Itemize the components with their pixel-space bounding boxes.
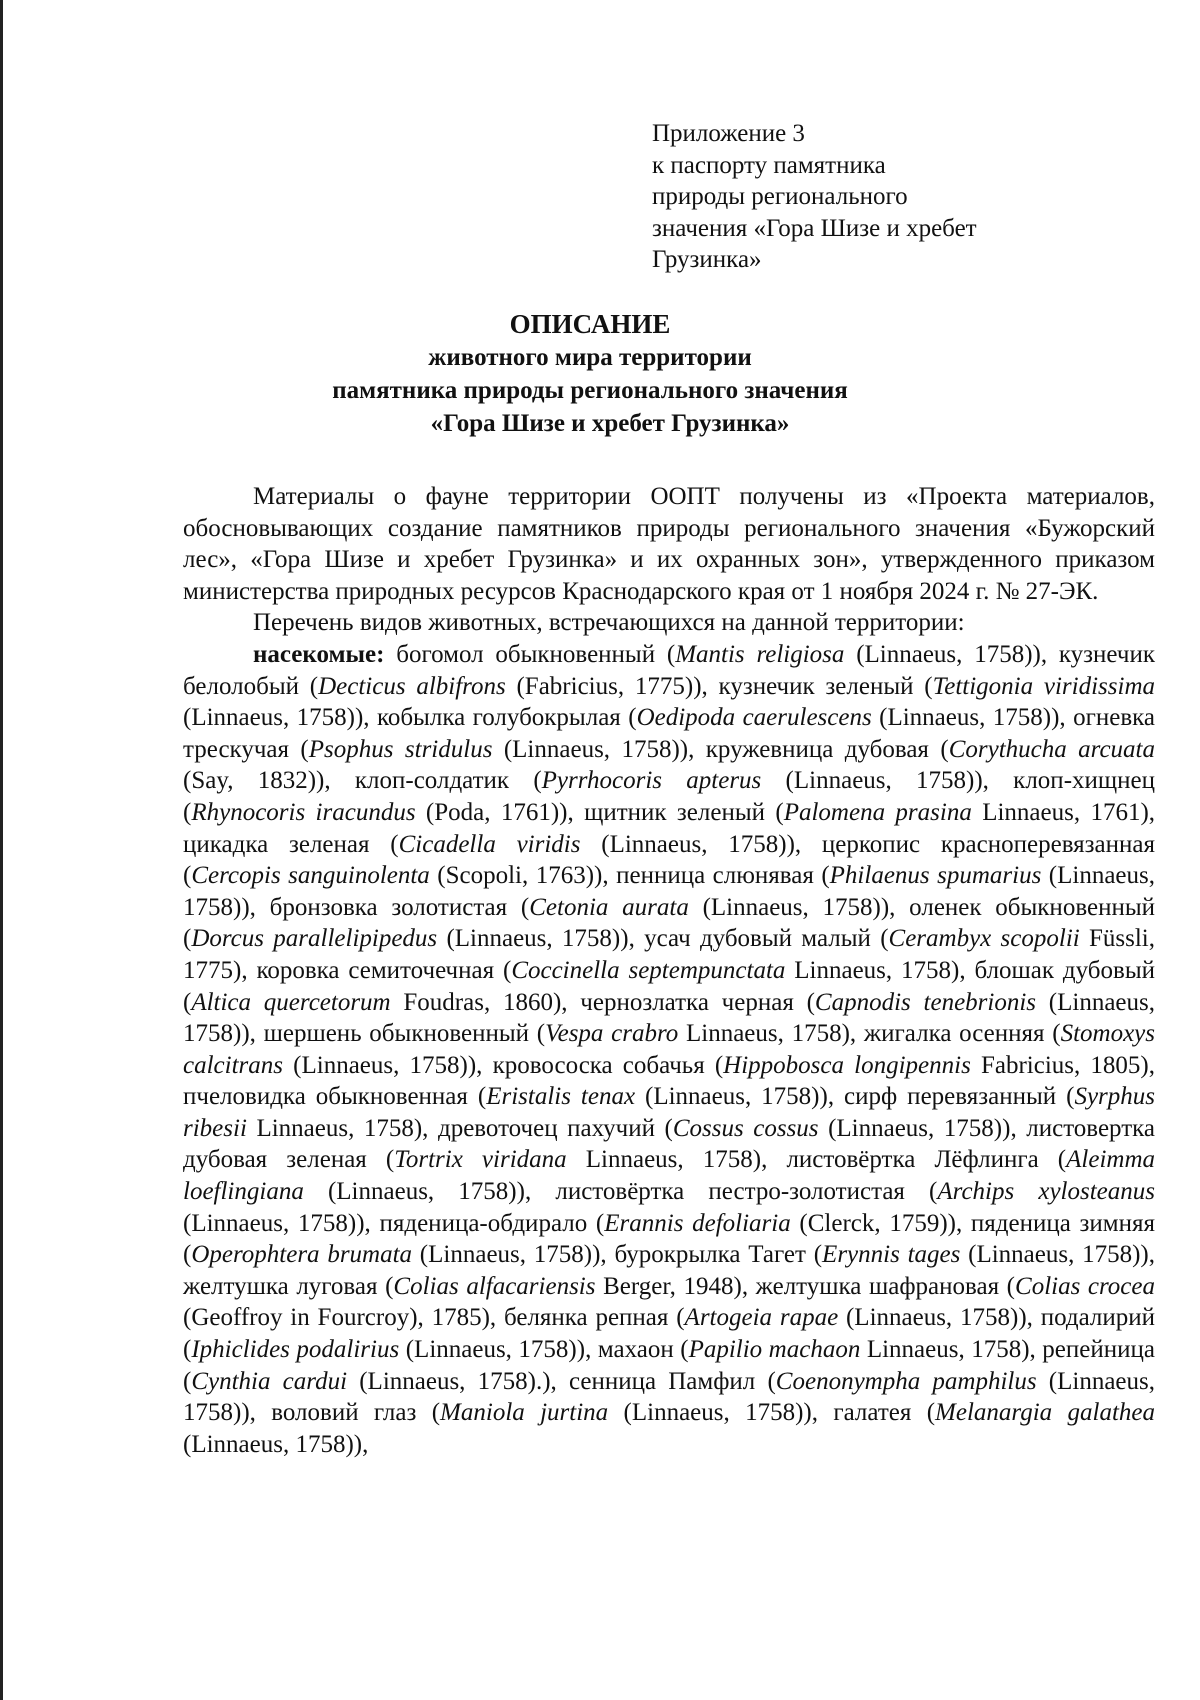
species-latin-name: Operophtera brumata (191, 1241, 413, 1269)
species-latin-name: Psophus stridulus (308, 735, 493, 763)
species-latin-name: Coccinella septempunctata (511, 956, 786, 984)
annex-line: Грузинка» (652, 246, 762, 273)
species-text: Linnaeus, 1758), блошак дубовый ( (183, 956, 1156, 1016)
insects-paragraph (183, 639, 1155, 1460)
species-text: (Linnaeus, 1758)), подалирий ( (183, 1304, 1155, 1364)
source-paragraph: Материалы о фауне территории ООПТ получены из «Проекта материалов, обосновывающих создание памятников природы регионального значения «Бужорский лес», «Гора Шизе и хребет Грузинка» и их охранных зон», утвержденного приказом министерства природных ресурсов Краснодарского края от 1 ноября 2024 г. № 27-ЭК. (183, 483, 1155, 605)
species-text: (Linnaeus, 1758)), махаон ( (399, 1336, 689, 1364)
annex-line: значения «Гора Шизе и хребет (652, 214, 977, 242)
species-latin-name: Tettigonia viridissima (932, 672, 1156, 700)
heading-line: «Гора Шизе и хребет Грузинка» (430, 410, 790, 437)
species-text: (Linnaeus, 1758)), пяденица-обдирало ( (183, 1209, 605, 1237)
species-text: (Linnaeus, 1758)), кровососка собачья ( (283, 1051, 724, 1079)
species-text: Linnaeus, 1758), жигалка осенняя ( (678, 1020, 1061, 1048)
heading-line: животного мира территории (428, 344, 752, 371)
species-latin-name: Hippobosca longipennis (723, 1051, 971, 1079)
species-latin-name: Pyrrhocoris apterus (541, 767, 762, 795)
species-latin-name: Decticus albifrons (318, 672, 506, 700)
species-text: (Linnaeus, 1758)), бронзовка золотистая ( (183, 862, 1155, 921)
species-latin-name: Stomoxys calcitrans (183, 1020, 1155, 1079)
species-latin-name: Colias crocea (1015, 1272, 1155, 1300)
species-latin-name: Cynthia cardui (191, 1367, 348, 1395)
species-latin-name: Maniola jurtina (440, 1399, 609, 1427)
species-latin-name: Cossus cossus (672, 1114, 819, 1142)
species-latin-name: Corythucha arcuata (948, 735, 1155, 763)
insects-label: насекомые: (253, 640, 385, 668)
species-text: богомол обыкновенный ( (384, 640, 676, 668)
species-latin-name: Philaenus spumarius (829, 862, 1042, 890)
heading-line: памятника природы регионального значения (332, 377, 848, 404)
species-latin-name: Mantis religiosa (675, 640, 845, 668)
species-text: Linnaeus, 1758), листовёртка Лёфлинга ( (566, 1146, 1067, 1174)
species-text: (Linnaeus, 1758)), клоп-хищнец ( (183, 767, 1155, 826)
scan-edge (0, 0, 3, 1700)
species-latin-name: Archips xylosteanus (937, 1178, 1155, 1206)
species-text: (Geoffroy in Fourcroy), 1785), белянка репная ( (183, 1304, 685, 1332)
species-latin-name: Rhynocoris iracundus (191, 798, 416, 826)
species-text: (Scopoli, 1763)), пенница слюнявая ( (429, 862, 830, 890)
species-text: (Linnaeus, 1758)), церкопис красноперевязанная ( (183, 830, 1155, 890)
list-intro-paragraph: Перечень видов животных, встречающихся на данной территории: (253, 609, 965, 637)
species-text: Fabricius, 1805), пчеловидка обыкновенная ( (183, 1051, 1155, 1111)
species-latin-name: Syrphus ribesii (183, 1083, 1155, 1142)
species-latin-name: Cercopis sanguinolenta (191, 862, 430, 890)
species-text: (Linnaeus, 1758)), воловий глаз ( (183, 1367, 1155, 1427)
document-title: ОПИСАНИЕ (509, 309, 671, 339)
species-latin-name: Cerambyx scopolii (888, 925, 1080, 953)
annex-line: природы регионального (652, 183, 908, 210)
species-latin-name: Vespa crabro (545, 1020, 679, 1048)
species-text: Linnaeus, 1758), древоточец пахучий ( (246, 1114, 673, 1142)
species-text: (Linnaeus, 1758)), (183, 1430, 369, 1458)
species-text: (Linnaeus, 1758)), оленек обыкновенный ( (183, 893, 1156, 953)
species-text: Berger, 1948), желтушка шафрановая ( (595, 1272, 1016, 1300)
document-body (183, 481, 1155, 1460)
document-heading (160, 308, 1020, 440)
species-latin-name: Erannis defoliaria (604, 1209, 791, 1237)
species-latin-name: Palomena prasina (783, 798, 972, 826)
species-text: (Linnaeus, 1758)), бурокрылка Тагет ( (412, 1241, 823, 1269)
annex-line: к паспорту памятника (652, 151, 886, 179)
species-latin-name: Artogeia rapae (684, 1304, 839, 1332)
species-text: (Fabricius, 1775)), кузнечик зеленый ( (505, 672, 933, 700)
species-text: Foudras, 1860), чернозлатка черная ( (390, 988, 815, 1016)
species-latin-name: Melanargia galathea (935, 1399, 1155, 1427)
species-text: Linnaeus, 1758), репейница ( (183, 1336, 1155, 1395)
species-text: (Linnaeus, 1758)), усач дубовый малый ( (437, 925, 889, 953)
species-latin-name: Cetonia aurata (529, 893, 689, 921)
species-latin-name: Iphiclides podalirius (191, 1336, 400, 1364)
species-text: Füssli, 1775), коровка семиточечная ( (183, 925, 1155, 984)
species-text: (Linnaeus, 1758)), листовёртка пестро-золотистая ( (303, 1178, 938, 1206)
insects-species-list (183, 641, 1155, 1458)
species-latin-name: Dorcus parallelipipedus (191, 925, 438, 953)
species-text: (Clerck, 1759)), пяденица зимняя ( (183, 1209, 1155, 1269)
species-text: (Linnaeus, 1758)), сирф перевязанный ( (635, 1083, 1075, 1111)
annex-line: Приложение 3 (652, 120, 805, 147)
species-latin-name: Cicadella viridis (398, 830, 581, 858)
species-text: (Linnaeus, 1758)), галатея ( (608, 1399, 936, 1427)
species-text: (Linnaeus, 1758)), кобылка голубокрылая ( (183, 704, 637, 732)
species-latin-name: Eristalis tenax (486, 1083, 636, 1111)
species-text: (Linnaeus, 1758)), листовертка дубовая зеленая ( (183, 1114, 1156, 1174)
species-latin-name: Capnodis tenebrionis (814, 988, 1037, 1016)
species-latin-name: Coenonympha pamphilus (775, 1367, 1037, 1395)
species-latin-name: Colias alfacariensis (393, 1272, 596, 1300)
species-text: (Linnaeus, 1758)), огневка трескучая ( (183, 704, 1155, 763)
species-text: (Linnaeus, 1758)), шершень обыкновенный ( (183, 988, 1156, 1048)
species-latin-name: Oedipoda caerulescens (636, 704, 872, 732)
species-latin-name: Tortrix viridana (394, 1146, 567, 1174)
species-text: (Linnaeus, 1758)), кузнечик белолобый ( (183, 640, 1155, 700)
annex-header (652, 118, 1072, 276)
species-text: (Linnaeus, 1758)), желтушка луговая ( (183, 1241, 1155, 1300)
species-latin-name: Altica quercetorum (191, 988, 391, 1016)
species-text: Linnaeus, 1761), цикадка зеленая ( (183, 798, 1156, 858)
species-text: (Linnaeus, 1758).), сенница Памфил ( (347, 1367, 776, 1395)
species-text: (Linnaeus, 1758)), кружевница дубовая ( (492, 735, 949, 763)
species-text: (Say, 1832)), клоп-солдатик ( (183, 767, 542, 795)
species-latin-name: Erynnis tages (822, 1241, 961, 1269)
species-text: (Poda, 1761)), щитник зеленый ( (415, 798, 784, 826)
species-latin-name: Aleimma loeflingiana (183, 1146, 1155, 1206)
species-latin-name: Papilio machaon (688, 1336, 861, 1364)
